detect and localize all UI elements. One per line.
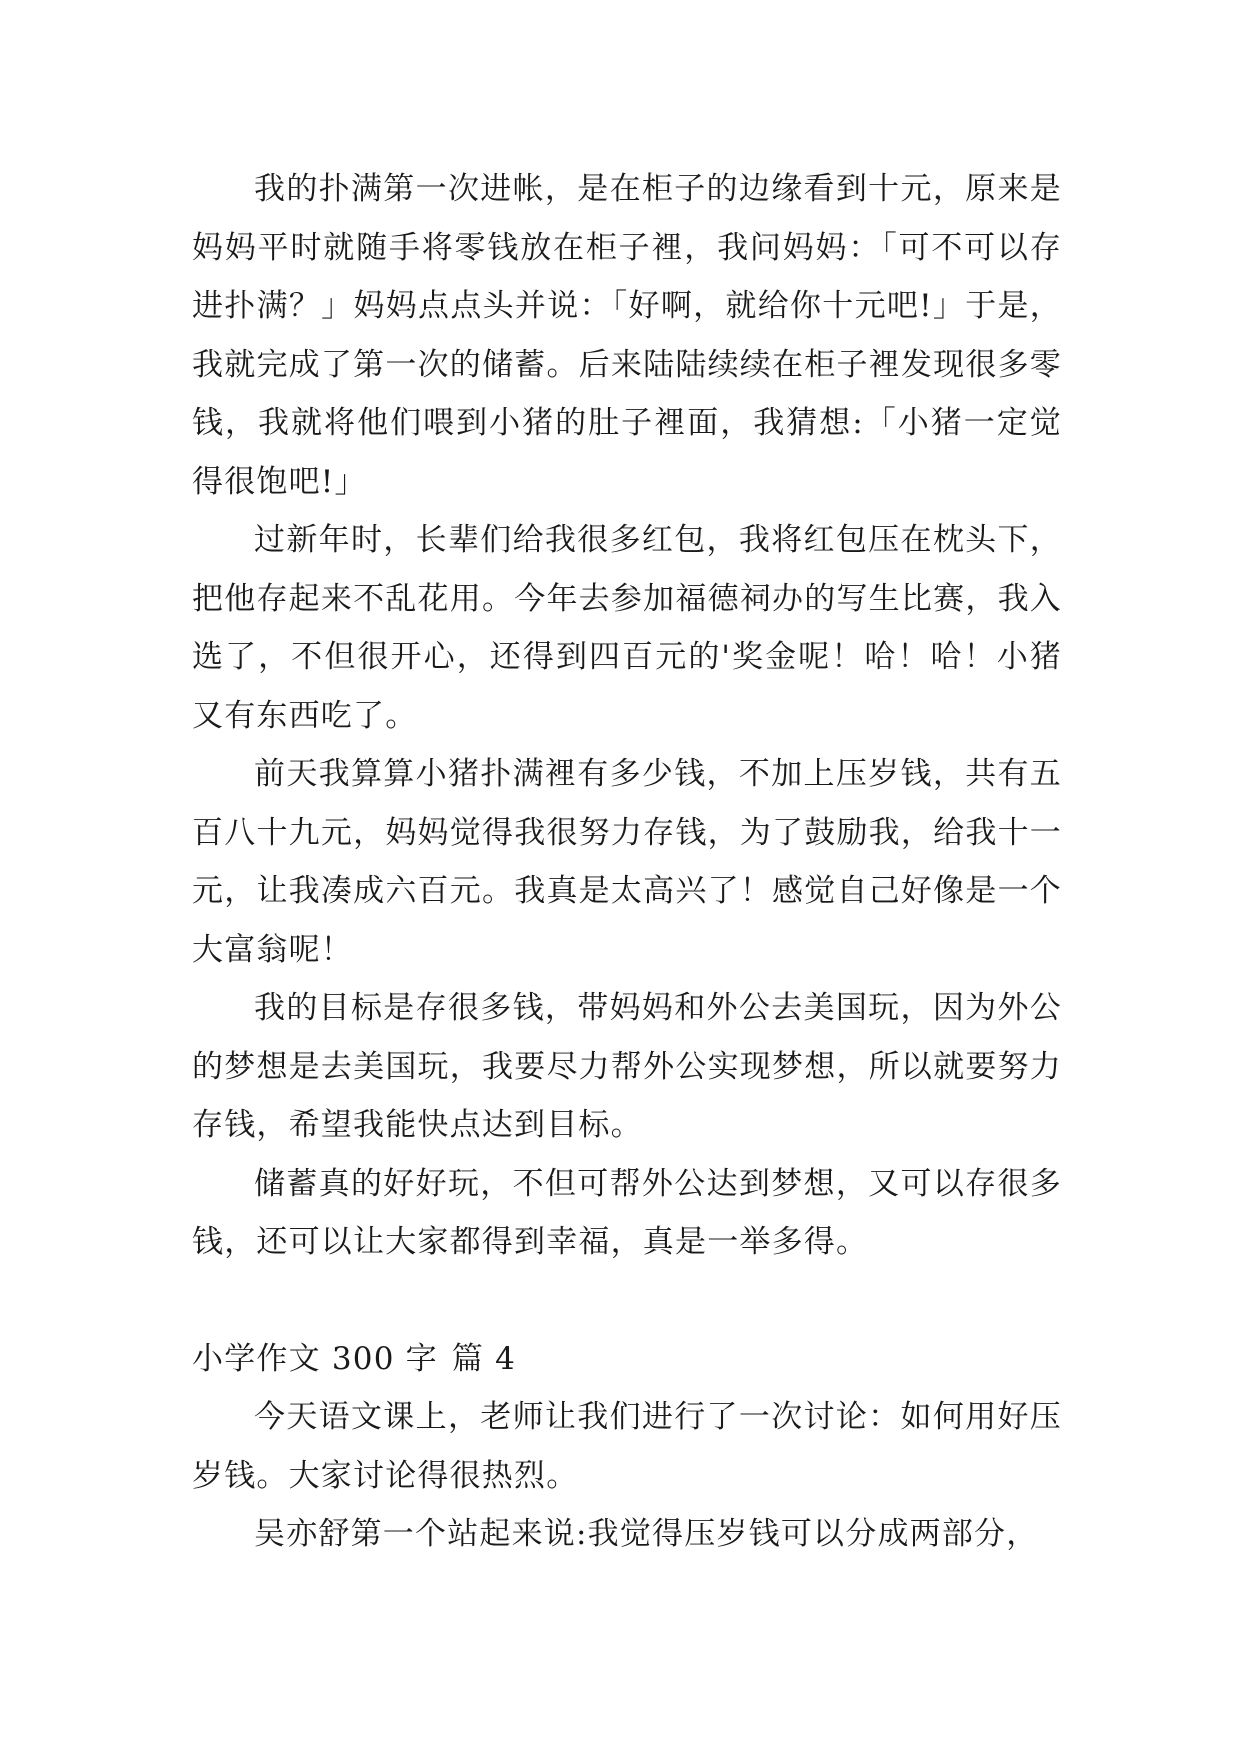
document-page (192, 160, 1062, 1564)
paragraph-savings-goal: 我的目标是存很多钱，带妈妈和外公去美国玩，因为外公的梦想是去美国玩，我要尽力帮外公实现梦想，所以就要努力存钱，希望我能快点达到目标。 (192, 990, 1062, 1143)
section-heading-part: 篇 4 (451, 1340, 517, 1377)
paragraph-class-discussion: 今天语文课上，老师让我们进行了一次讨论：如何用好压岁钱。大家讨论得很热烈。 (192, 1399, 1062, 1494)
paragraph-conclusion: 储蓄真的好好玩，不但可帮外公达到梦想，又可以存很多钱，还可以让大家都得到幸福，真是一举多得。 (192, 1165, 1062, 1260)
paragraph-wu-yishu: 吴亦舒第一个站起来说:我觉得压岁钱可以分成两部分， (254, 1516, 1039, 1552)
paragraph-counting-savings: 前天我算算小猪扑满裡有多少钱，不加上压岁钱，共有五百八十九元，妈妈觉得我很努力存钱，为了鼓励我，给我十一元，让我凑成六百元。我真是太高兴了！感觉自己好像是一个大富翁呢！ (192, 756, 1062, 968)
section-heading-title: 小学作文 300 字 (192, 1340, 438, 1377)
paragraph-piggy-bank-first-deposit: 我的扑满第一次进帐，是在柜子的边缘看到十元，原来是妈妈平时就随手将零钱放在柜子裡，我问妈妈：「可不可以存进扑满？」妈妈点点头并说：「好啊，就给你十元吧!」于是，我就完成了第一次的储蓄。后来陆陆续续在柜子裡发现很多零钱，我就将他们喂到小猪的肚子裡面，我猜想:「小猪一定觉得很饱吧!」 (192, 171, 1062, 500)
paragraph-new-year-red-envelopes: 过新年时，长辈们给我很多红包，我将红包压在枕头下，把他存起来不乱花用。今年去参加福德祠办的写生比赛，我入选了，不但很开心，还得到四百元的'奖金呢！哈！哈！小猪又有东西吃了。 (192, 522, 1062, 734)
section-heading (192, 1330, 1062, 1389)
